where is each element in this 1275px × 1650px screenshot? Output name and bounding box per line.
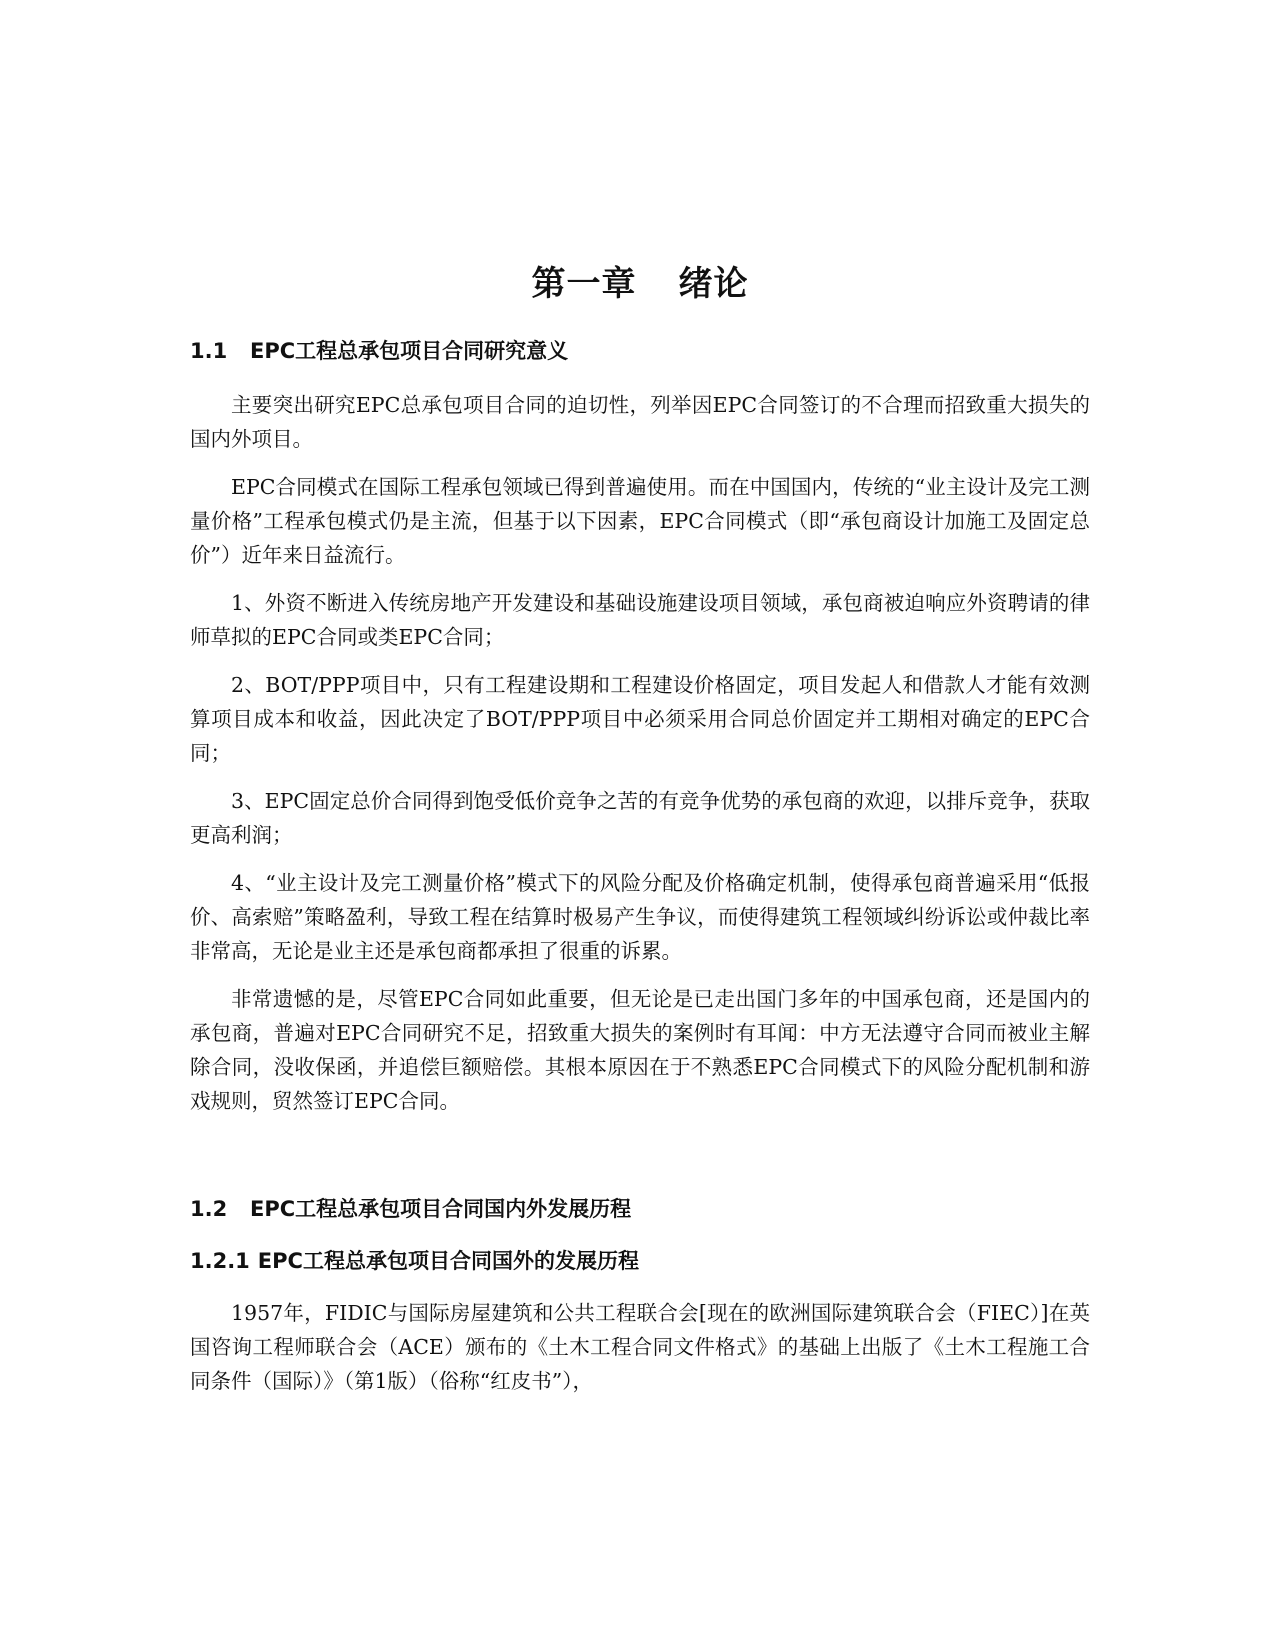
paragraph: 1957年，FIDIC与国际房屋建筑和公共工程联合会[现在的欧洲国际建筑联合会（FIEC）]在英国咨询工程师联合会（ACE）颁布的《土木工程合同文件格式》的基础上出版了《土木工程施工合同条件（国际）》（第1版）（俗称“红皮书”）， — [190, 1301, 1090, 1393]
paragraph: 非常遗憾的是，尽管EPC合同如此重要，但无论是已走出国门多年的中国承包商，还是国内的承包商，普遍对EPC合同研究不足，招致重大损失的案例时有耳闻：中方无法遵守合同而被业主解除合同，没收保函，并追偿巨额赔偿。其根本原因在于不熟悉EPC合同模式下的风险分配机制和游戏规则，贸然签订EPC合同。 — [190, 987, 1090, 1113]
paragraph: EPC合同模式在国际工程承包领域已得到普遍使用。而在中国国内，传统的“业主设计及完工测量价格”工程承包模式仍是主流，但基于以下因素，EPC合同模式（即“承包商设计加施工及固定总价”）近年来日益流行。 — [190, 475, 1090, 567]
page-content — [190, 262, 1090, 1412]
section-title: EPC工程总承包项目合同研究意义 — [250, 339, 569, 363]
chapter-name: 绪论 — [678, 264, 749, 304]
paragraph: 4、“业主设计及完工测量价格”模式下的风险分配及价格确定机制，使得承包商普遍采用“低报价、高索赔”策略盈利，导致工程在结算时极易产生争议，而使得建筑工程领域纠纷诉讼或仲裁比率非常高，无论是业主还是承包商都承担了很重的诉累。 — [190, 871, 1090, 963]
subsection-heading-1-2-1 — [190, 1246, 1090, 1276]
section-heading-1-1 — [190, 336, 1090, 366]
paragraph: 3、EPC固定总价合同得到饱受低价竞争之苦的有竞争优势的承包商的欢迎，以排斥竞争，获取更高利润； — [190, 789, 1090, 847]
section-title: EPC工程总承包项目合同国内外发展历程 — [250, 1197, 632, 1221]
paragraph: 2、BOT/PPP项目中，只有工程建设期和工程建设价格固定，项目发起人和借款人才能有效测算项目成本和收益，因此决定了BOT/PPP项目中必须采用合同总价固定并工期相对确定的EPC合同； — [190, 673, 1090, 765]
subsection-number: 1.2.1 — [190, 1249, 250, 1273]
paragraph: 主要突出研究EPC总承包项目合同的迫切性，列举因EPC合同签订的不合理而招致重大损失的国内外项目。 — [190, 393, 1090, 451]
section-heading-1-2 — [190, 1194, 1090, 1224]
chapter-title — [190, 262, 1090, 306]
paragraph: 1、外资不断进入传统房地产开发建设和基础设施建设项目领域，承包商被迫响应外资聘请的律师草拟的EPC合同或类EPC合同； — [190, 591, 1090, 649]
section-number: 1.1 — [190, 339, 228, 363]
chapter-number: 第一章 — [531, 264, 637, 304]
section-number: 1.2 — [190, 1197, 228, 1221]
subsection-title: EPC工程总承包项目合同国外的发展历程 — [257, 1249, 639, 1273]
